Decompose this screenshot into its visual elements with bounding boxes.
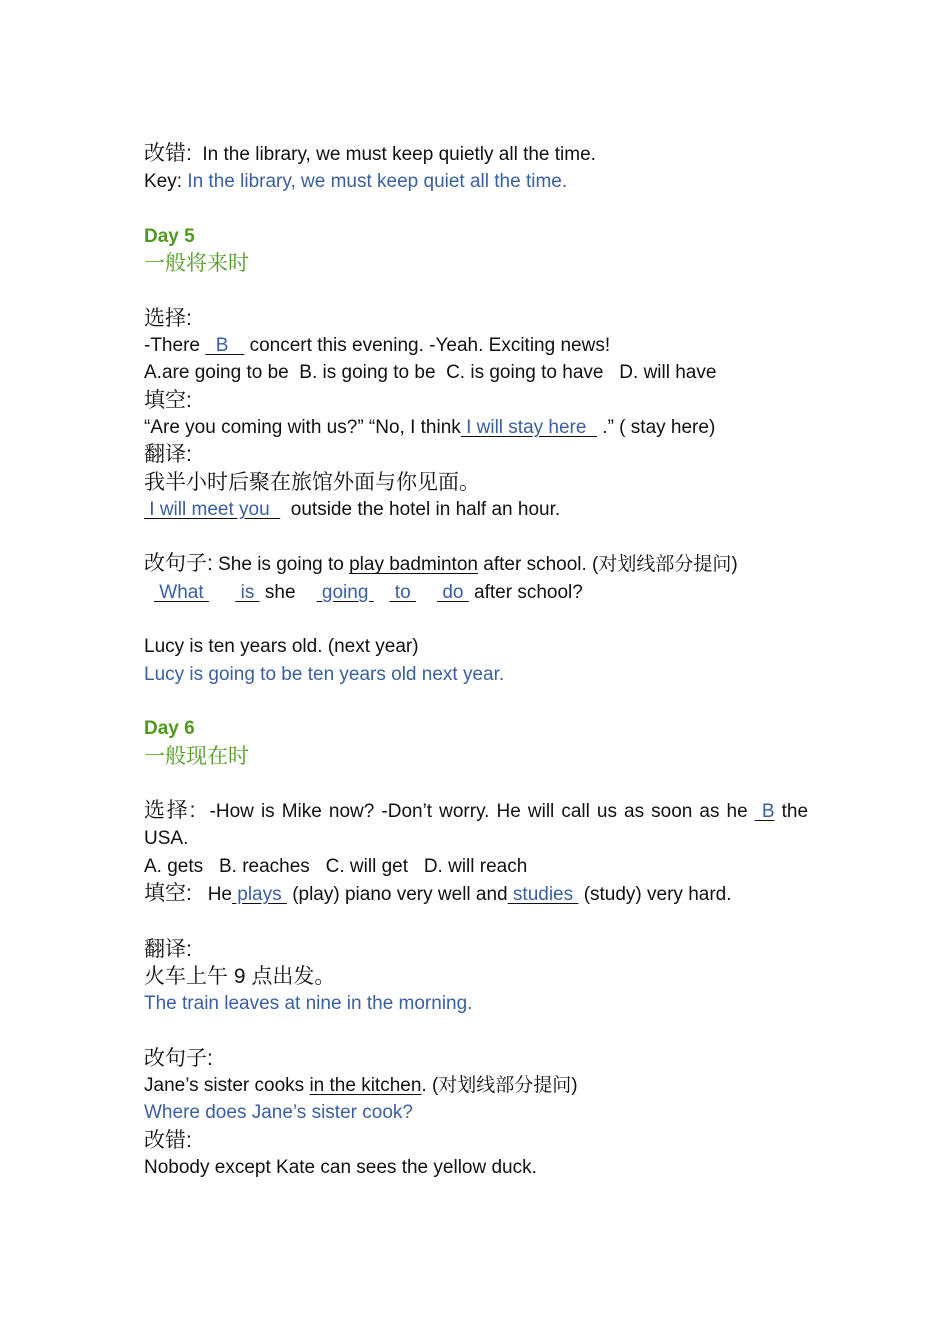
day5-trans-label: 翻译: <box>144 443 192 467</box>
correct-label: 改错: <box>144 142 192 165</box>
day5-title: Day 5 <box>144 225 195 247</box>
day6-topic: 一般现在时 <box>144 744 249 768</box>
day6-rewrite-label: 改句子: <box>144 1046 213 1070</box>
day5-fill-question: “Are you coming with us?” “No, I think I will stay here .” ( stay here) <box>144 416 716 438</box>
day5-blank-2: is <box>235 581 260 603</box>
day5-trans-cn: 我半小时后聚在旅馆外面与你见面。 <box>144 470 480 494</box>
correct-text: In the library, we must keep quietly all the time. <box>202 144 596 165</box>
day6-fill-answer-1: plays <box>231 884 287 906</box>
day5-fill-answer: I will stay here <box>460 416 598 438</box>
day6-rewrite-underlined: in the kitchen <box>309 1075 422 1097</box>
correct-question <box>144 140 808 168</box>
day6-rewrite-question: Jane’s sister cooks in the kitchen. (对划线部分提问) <box>144 1075 578 1097</box>
day6-correct-text: Nobody except Kate can sees the yellow duck. <box>144 1156 537 1178</box>
day6-fill-answer-2: studies <box>507 884 579 906</box>
day5-choice-question: -There B concert this evening. -Yeah. Exciting news! <box>144 335 611 357</box>
day5-blank-4: to <box>389 581 416 603</box>
day6-rewrite-key: Where does Jane’s sister cook? <box>144 1102 413 1124</box>
day5-fill-label: 填空: <box>144 388 192 412</box>
correct-key <box>144 168 808 195</box>
day6-title: Day 6 <box>144 718 195 740</box>
day5-choice-label: 选择: <box>144 306 192 330</box>
day6-choice-question: 选择: -How is Mike now? -Don’t worry. He will call us as soon as he B the USA. <box>144 799 809 850</box>
day5-rewrite-question: 改句子: She is going to play badminton after school. (对划线部分提问) <box>144 552 738 576</box>
day5-trans-answer: I will meet you <box>144 498 281 520</box>
day5-rewrite2-question: Lucy is ten years old. (next year) <box>144 636 419 658</box>
day5-topic: 一般将来时 <box>144 252 249 276</box>
day5-trans-answer-line: I will meet you outside the hotel in half an hour. <box>144 498 561 520</box>
day6-correct-label: 改错: <box>144 1128 192 1152</box>
day5-choice-options: A.are going to be B. is going to be C. is going to have D. will have <box>144 362 717 384</box>
day5-rewrite2-key: Lucy is going to be ten years old next year. <box>144 663 505 685</box>
day5-rewrite-underlined: play badminton <box>349 554 478 576</box>
key-text: In the library, we must keep quiet all the time. <box>187 171 568 193</box>
day6-choice-answer: B <box>754 801 775 823</box>
day5-rewrite-answer-line: What is she going to do after school? <box>154 581 583 603</box>
document-page <box>144 140 808 1181</box>
day6-trans-cn: 火车上午 9 点出发。 <box>144 964 336 988</box>
day5-blank-3: going <box>316 581 374 603</box>
day5-blank-5: do <box>437 581 469 603</box>
day5-blank-1: What <box>154 581 209 603</box>
day6-trans-key: The train leaves at nine in the morning. <box>144 993 473 1015</box>
day6-trans-label: 翻译: <box>144 937 192 961</box>
day6-choice-options: A. gets B. reaches C. will get D. will reach <box>144 855 528 877</box>
day6-fill-question: 填空: He plays (play) piano very well and studies (study) very hard. <box>144 882 732 906</box>
key-label: Key: <box>144 171 183 193</box>
day5-choice-answer: B <box>205 335 245 357</box>
